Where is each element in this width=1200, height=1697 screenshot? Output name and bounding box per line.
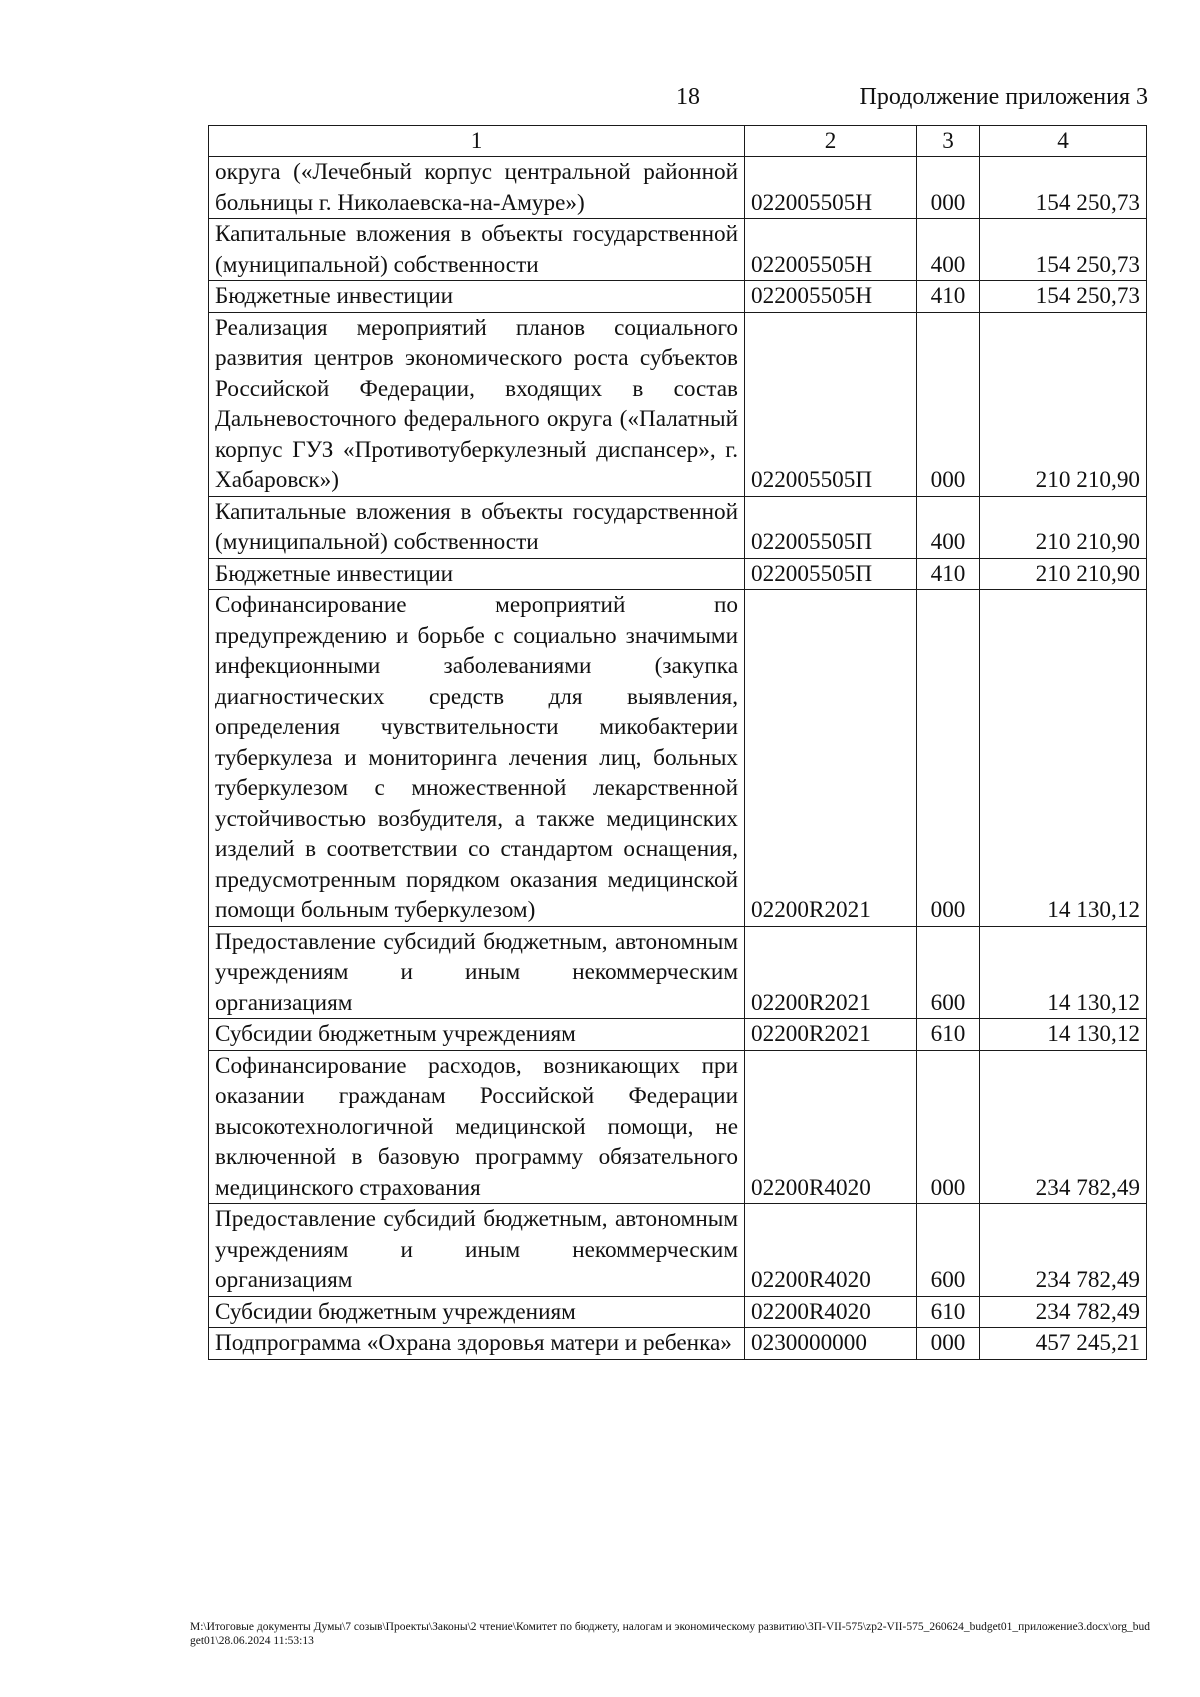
row-name: Субсидии бюджетным учреждениям (209, 1019, 745, 1051)
row-sum: 234 782,49 (980, 1296, 1147, 1328)
row-sum: 210 210,90 (980, 496, 1147, 558)
row-name: Субсидии бюджетным учреждениям (209, 1296, 745, 1328)
row-sum: 154 250,73 (980, 219, 1147, 281)
table-row (209, 1050, 1147, 1204)
row-code: 022005505Н (745, 219, 917, 281)
page-number: 18 (676, 84, 700, 110)
row-kind: 410 (917, 558, 980, 590)
row-code: 0230000000 (745, 1328, 917, 1360)
table-row (209, 558, 1147, 590)
row-code: 022005505П (745, 496, 917, 558)
row-name: Бюджетные инвестиции (209, 558, 745, 590)
row-code: 02200R4020 (745, 1204, 917, 1297)
row-kind: 410 (917, 281, 980, 313)
column-header-3: 3 (917, 126, 980, 157)
row-kind: 610 (917, 1296, 980, 1328)
table-row (209, 312, 1147, 496)
row-kind: 000 (917, 1328, 980, 1360)
table-row (209, 157, 1147, 219)
row-sum: 210 210,90 (980, 312, 1147, 496)
row-code: 02200R2021 (745, 1019, 917, 1051)
table-row (209, 281, 1147, 313)
row-kind: 400 (917, 219, 980, 281)
column-header-1: 1 (209, 126, 745, 157)
row-code: 022005505Н (745, 281, 917, 313)
row-code: 022005505П (745, 312, 917, 496)
row-name: Предоставление субсидий бюджетным, автономным учреждениям и иным некоммерческим организациям (209, 926, 745, 1019)
row-code: 022005505П (745, 558, 917, 590)
continuation-title: Продолжение приложения 3 (859, 84, 1148, 110)
row-kind: 000 (917, 590, 980, 927)
row-code: 02200R2021 (745, 926, 917, 1019)
row-sum: 14 130,12 (980, 926, 1147, 1019)
budget-table (208, 125, 1147, 1360)
row-name: Софинансирование расходов, возникающих при оказании гражданам Российской Федерации высокотехнологичной медицинской помощи, не включенной в базовую программу обязательного медицинского страхования (209, 1050, 745, 1204)
row-name: Подпрограмма «Охрана здоровья матери и ребенка» (209, 1328, 745, 1360)
row-name: Бюджетные инвестиции (209, 281, 745, 313)
row-sum: 154 250,73 (980, 157, 1147, 219)
row-sum: 210 210,90 (980, 558, 1147, 590)
table-row (209, 496, 1147, 558)
row-kind: 000 (917, 1050, 980, 1204)
row-kind: 000 (917, 312, 980, 496)
row-kind: 600 (917, 926, 980, 1019)
table-row (209, 1328, 1147, 1360)
row-name: Реализация мероприятий планов социального развития центров экономического роста субъектов Российской Федерации, входящих в состав Дальневосточного федерального округа («Палатный корпус ГУЗ «Противотуберкулезный диспансер», г. Хабаровск») (209, 312, 745, 496)
row-name: Софинансирование мероприятий по предупреждению и борьбе с социально значимыми инфекционными заболеваниями (закупка диагностических средств для выявления, определения чувствительности микобактерии туберкулеза и мониторинга лечения лиц, больных туберкулезом с множественной лекарственной устойчивостью возбудителя, а также медицинских изделий в соответствии со стандартом оснащения, предусмотренным порядком оказания медицинской помощи больным туберкулезом) (209, 590, 745, 927)
file-path-footer: M:\Итоговые документы Думы\7 созыв\Проекты\Законы\2 чтение\Комитет по бюджету, налогам и экономическому развитию\3П-VII-575\zp2-VII-575_260624_budget01_приложение3.docx\org_budget01\28.06.2024 11:53:13 (190, 1621, 1150, 1647)
row-sum: 234 782,49 (980, 1204, 1147, 1297)
row-code: 02200R4020 (745, 1296, 917, 1328)
row-kind: 000 (917, 157, 980, 219)
row-sum: 14 130,12 (980, 590, 1147, 927)
row-name: округа («Лечебный корпус центральной районной больницы г. Николаевска-на-Амуре») (209, 157, 745, 219)
row-name: Предоставление субсидий бюджетным, автономным учреждениям и иным некоммерческим организациям (209, 1204, 745, 1297)
row-kind: 610 (917, 1019, 980, 1051)
row-sum: 234 782,49 (980, 1050, 1147, 1204)
table-body (209, 157, 1147, 1360)
header-row (209, 126, 1147, 157)
row-code: 02200R2021 (745, 590, 917, 927)
table-row (209, 926, 1147, 1019)
column-header-4: 4 (980, 126, 1147, 157)
table-row (209, 219, 1147, 281)
table-row (209, 1204, 1147, 1297)
column-header-2: 2 (745, 126, 917, 157)
table-row (209, 1019, 1147, 1051)
row-kind: 600 (917, 1204, 980, 1297)
row-name: Капитальные вложения в объекты государственной (муниципальной) собственности (209, 219, 745, 281)
row-kind: 400 (917, 496, 980, 558)
table-row (209, 590, 1147, 927)
row-name: Капитальные вложения в объекты государственной (муниципальной) собственности (209, 496, 745, 558)
row-sum: 154 250,73 (980, 281, 1147, 313)
table-row (209, 1296, 1147, 1328)
row-sum: 14 130,12 (980, 1019, 1147, 1051)
row-code: 02200R4020 (745, 1050, 917, 1204)
row-code: 022005505Н (745, 157, 917, 219)
table-header (209, 126, 1147, 157)
row-sum: 457 245,21 (980, 1328, 1147, 1360)
